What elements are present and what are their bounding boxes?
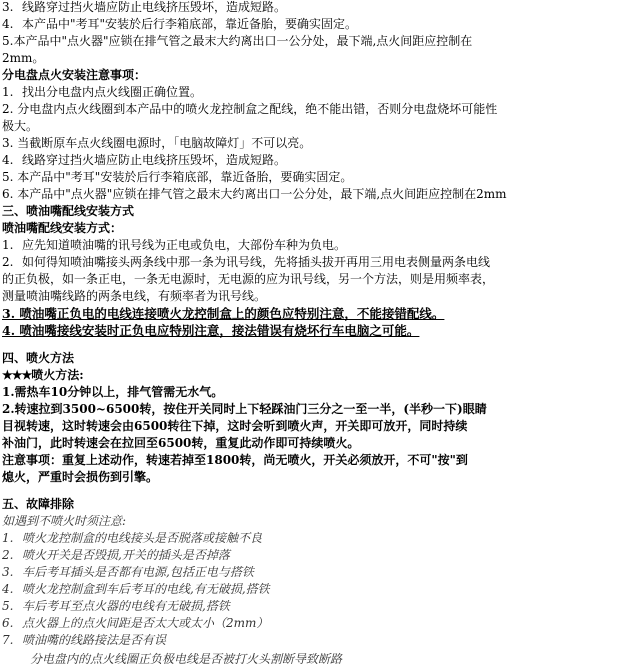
list-item: 4. 本产品中"考耳"安装於后行李箱底部，靠近备胎，要确实固定。 xyxy=(2,17,358,31)
list-item: 3. 车后考耳插头是否都有电源,包括正电与搭铁 xyxy=(2,565,254,579)
list-item-continuation: 测量喷油嘴线路的两条电线，有频率者为讯号线。 xyxy=(2,289,267,303)
troubleshoot-intro: 如遇到不喷火时须注意: xyxy=(2,514,127,528)
note-line: 熄火，严重时会损伤到引擎。 xyxy=(2,470,159,484)
list-item: 7. 喷油嘴的线路接法是否有误 xyxy=(2,633,167,647)
step-line: 2.转速拉到3500~6500转，按住开关同时上下轻踩油门三分之一至一半，(半秒一下)眼睛 xyxy=(2,402,487,416)
list-item: 1. 应先知道喷油嘴的讯号线为正电或负电，大部份车种为负电。 xyxy=(2,238,347,252)
warning-line: 3. 喷油嘴正负电的电线连接喷火龙控制盒上的颜色应特别注意，不能接错配线。 xyxy=(2,306,445,321)
list-item-continuation: 的正负极，如一条正电，一条无电源时，无电源的应为讯号线，另一个方法，则是用频率表， xyxy=(2,272,495,286)
list-item: 4. 线路穿过挡火墙应防止电线挤压毁坏，造成短路。 xyxy=(2,153,287,167)
list-item: 3. 线路穿过挡火墙应防止电线挤压毁坏，造成短路。 xyxy=(2,0,287,14)
step-line: 补油门，此时转速会在拉回至6500转，重复此动作即可持续喷火。 xyxy=(2,436,360,450)
section-heading: 五、故障排除 xyxy=(2,497,75,511)
list-item: 2. 喷火开关是否毁损,开关的插头是否掉落 xyxy=(2,548,230,562)
warning-line: 4. 喷油嘴接线安装时正负电应特别注意，接法错误有烧坏行车电脑之可能。 xyxy=(2,323,420,338)
list-item: 2. 分电盘内点火线圈到本产品中的喷火龙控制盒之配线，绝不能出错，否则分电盘烧坏可能性 xyxy=(2,102,498,116)
section-subheading: 喷油嘴配线安装方式： xyxy=(2,221,123,235)
list-item-continuation: 极大。 xyxy=(2,119,39,133)
note-line: 注意事项：重复上述动作，转速若掉至1800转，尚无喷火，开关必须放开，不可"按"到 xyxy=(2,453,468,467)
star-rating-icon: ★★★ xyxy=(2,368,32,382)
list-item: 6. 本产品中"点火器"应锁在排气管之最末大约离出口一公分处，最下端,点火间距应控制在2mm xyxy=(2,187,507,201)
list-item-continuation: 2mm。 xyxy=(2,51,45,65)
list-item: 5.本产品中"点火器"应锁在排气管之最末大约离出口一公分处，最下端,点火间距应控制在 xyxy=(2,34,473,48)
list-item: 6. 点火器上的点火间距是否太大或太小（2mm） xyxy=(2,616,269,630)
list-item: 2. 如何得知喷油嘴接头两条线中那一条为讯号线，先将插头拔开再用三用电表侧量两条电线 xyxy=(2,255,491,269)
section-heading: 四、喷火方法 xyxy=(2,351,75,365)
step-line: 目视转速，这时转速会由6500转往下掉，这时会听到喷火声，开关即可放开，同时持续 xyxy=(2,419,468,433)
list-item: 5. 本产品中"考耳"安装於后行李箱底部，靠近备胎，要确实固定。 xyxy=(2,170,353,184)
list-item: 5. 车后考耳至点火器的电线有无破损,搭铁 xyxy=(2,599,230,613)
list-item: 1. 喷火龙控制盒的电线接头是否脱落或接触不良 xyxy=(2,531,263,545)
list-item: 分电盘内的点火线圈正负极电线是否被打火头割断导致断路 xyxy=(30,652,343,666)
list-item: 4. 喷火龙控制盒到车后考耳的电线,有无破损,搭铁 xyxy=(2,582,270,596)
section-heading: 三、喷油嘴配线安装方式 xyxy=(2,204,135,218)
list-item: 1. 找出分电盘内点火线圈正确位置。 xyxy=(2,85,203,99)
section-heading: 分电盘点火安装注意事项： xyxy=(2,68,147,82)
list-item: 3. 当截断原车点火线圈电源时，「电脑故障灯」不可以亮。 xyxy=(2,136,312,150)
method-subheading: ★★★喷火方法: xyxy=(2,368,84,382)
step-line: 1.需热车10分钟以上，排气管需无水气。 xyxy=(2,385,224,399)
